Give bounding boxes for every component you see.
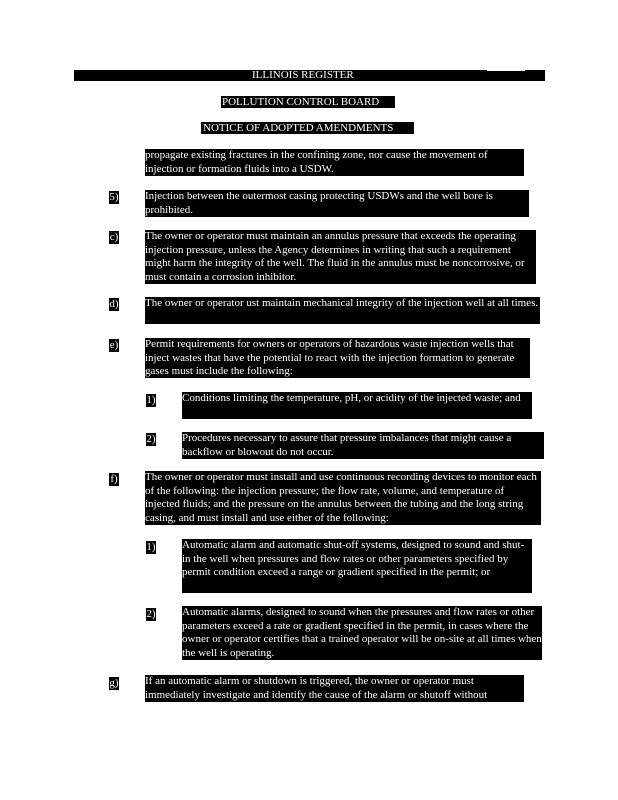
list-item-text: Injection between the outermost casing protecting USDWs and the well bore is prohibited.	[145, 190, 529, 217]
sub-item-number: 1)	[146, 541, 156, 553]
sub-item-number: 2)	[146, 608, 156, 620]
sub-item-text: Automatic alarms, designed to sound when the pressures and flow rates or other parameters exceed a rate or gradient specified in the permit, in cases where the owner or operator certifies that a trained operator will be on-site at all times when the well is operating.	[182, 606, 542, 659]
list-item-text: The owner or operator must maintain an annulus pressure that exceeds the operating injection pressure, unless the Agency determines in writing that such a requirement might harm the integrity of the well. The fluid in the annulus must be noncorrosive, or must contain a corrosion inhibitor.	[145, 230, 536, 284]
list-item-text: If an automatic alarm or shutdown is triggered, the owner or operator must immediately investigate and identify the cause of the alarm or shutoff without	[145, 675, 524, 702]
register-title: ILLINOIS REGISTER	[252, 69, 354, 81]
sub-item-number: 1)	[146, 394, 156, 406]
item-number: d)	[109, 298, 119, 310]
item-number: f)	[110, 473, 118, 485]
sub-item-text: Automatic alarm and automatic shut-off systems, designed to sound and shut-in the well when pressures and flow rates or other parameters specified by permit condition exceed a range or gradient specified in the permit; or	[182, 539, 532, 593]
header-rule	[487, 70, 525, 71]
list-item-text: The owner or operator ust maintain mechanical integrity of the injection well at all times.	[145, 297, 540, 324]
board-title: POLLUTION CONTROL BOARD	[222, 96, 380, 108]
sub-item-number: 2)	[146, 433, 156, 445]
item-number: 5)	[109, 191, 119, 203]
list-item-text: The owner or operator must install and use continuous recording devices to monitor each of the following: the injection pressure; the flow rate, volume, and temperature of injected fluids; and the pressure on the annulus between the tubing and the long string casing, and must install and use either of the following:	[145, 471, 541, 525]
item-number: c)	[109, 231, 119, 243]
item-number: e)	[109, 339, 119, 351]
sub-item-text: Procedures necessary to assure that pressure imbalances that might cause a backflow or blowout do not occur.	[182, 432, 544, 459]
list-item-text: Permit requirements for owners or operators of hazardous waste injection wells that inject wastes that have the potential to react with the injection formation to generate gases must include the following:	[145, 338, 530, 378]
continuation-paragraph: propagate existing fractures in the confining zone, nor cause the movement of injection or formation fluids into a USDW.	[145, 149, 524, 176]
notice-title: NOTICE OF ADOPTED AMENDMENTS	[203, 122, 394, 134]
item-number: g)	[109, 677, 119, 689]
sub-item-text: Conditions limiting the temperature, pH, or acidity of the injected waste; and	[182, 392, 532, 419]
